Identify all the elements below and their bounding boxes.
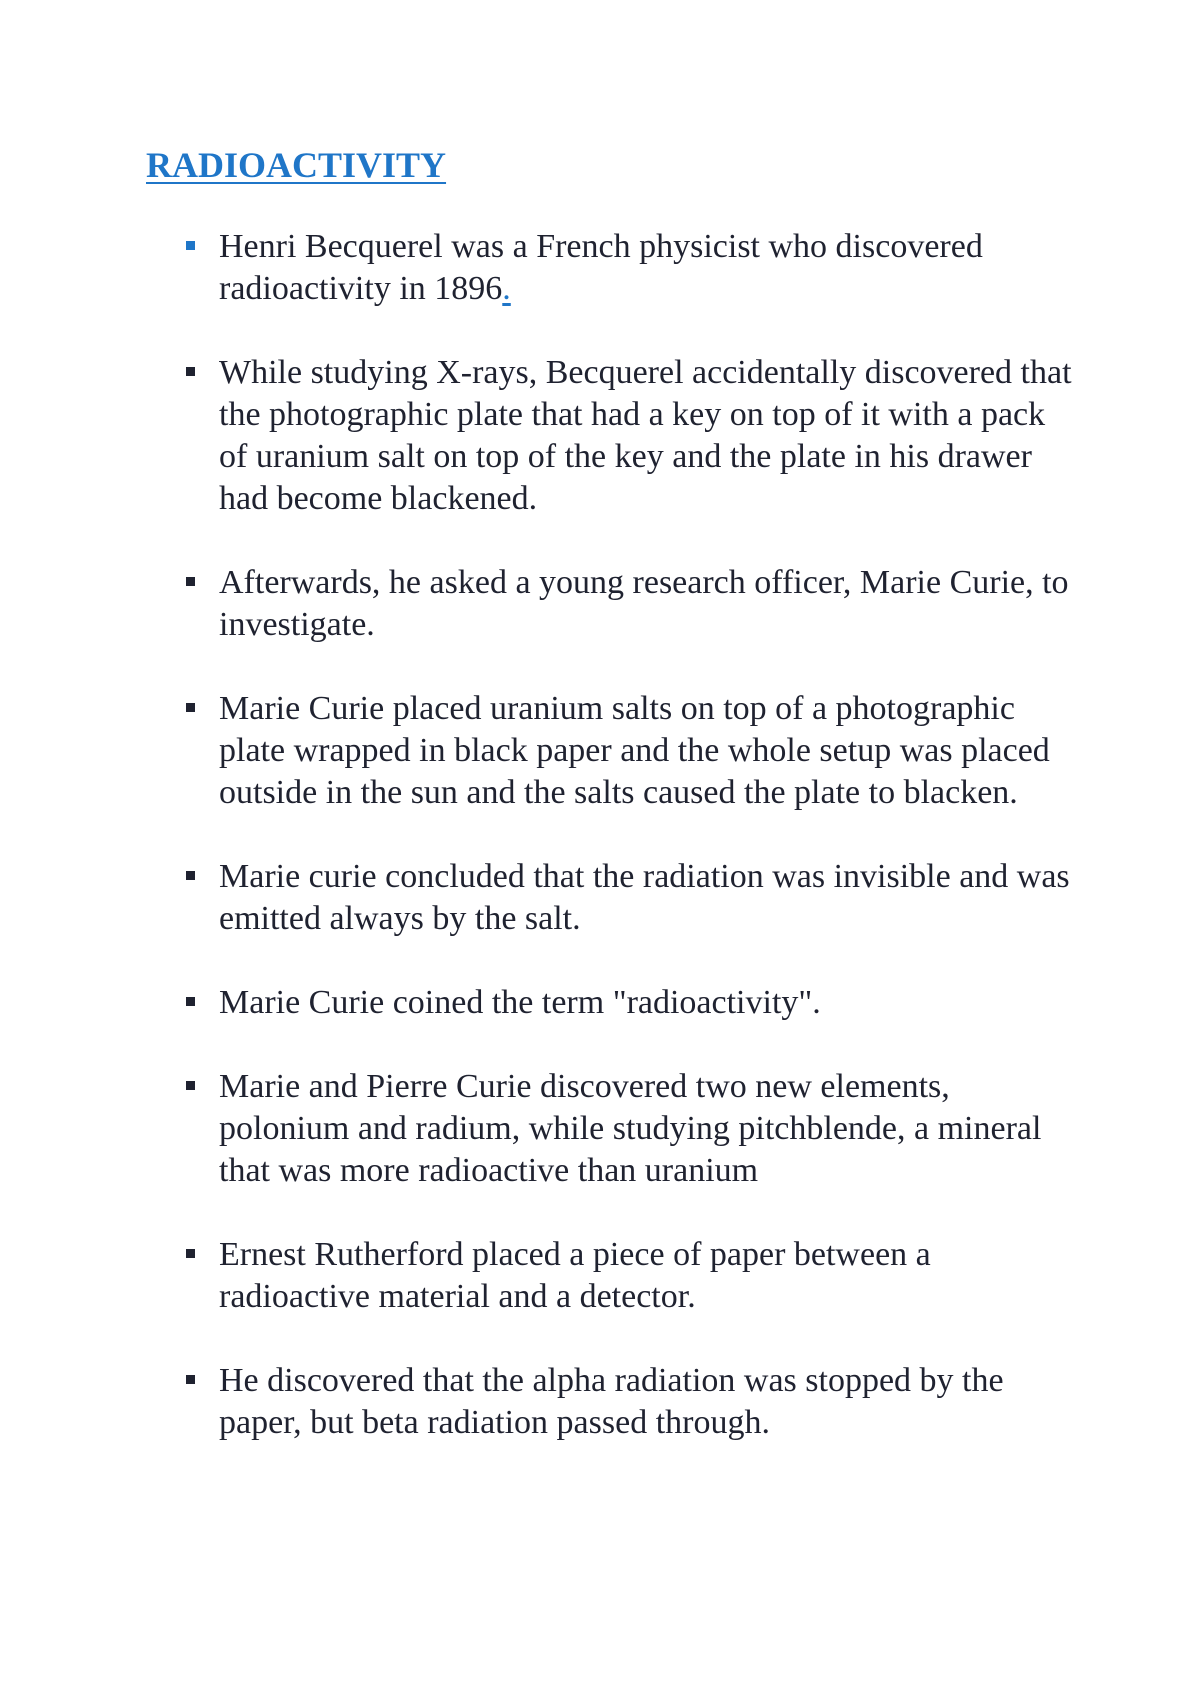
bullet-list xyxy=(180,226,1080,1486)
square-bullet-icon xyxy=(186,703,195,712)
bullet-text: Marie Curie placed uranium salts on top of a photographic plate wrapped in black paper and the whole setup was placed outside in the sun and the salts caused the plate to blacken. xyxy=(219,690,1050,811)
list-item xyxy=(180,352,1080,520)
bullet-text: Marie Curie coined the term "radioactivity". xyxy=(219,984,821,1021)
list-item xyxy=(180,856,1080,940)
bullet-text xyxy=(219,226,1080,310)
bullet-text: Ernest Rutherford placed a piece of paper between a radioactive material and a detector. xyxy=(219,1236,931,1315)
list-item xyxy=(180,982,1080,1024)
list-item xyxy=(180,226,1080,310)
bullet-text: He discovered that the alpha radiation was stopped by the paper, but beta radiation passed through. xyxy=(219,1362,1004,1441)
bullet-text: Marie curie concluded that the radiation was invisible and was emitted always by the salt. xyxy=(219,858,1070,937)
list-item xyxy=(180,1066,1080,1192)
square-bullet-icon xyxy=(186,1375,195,1384)
square-bullet-icon xyxy=(186,1081,195,1090)
list-item xyxy=(180,688,1080,814)
list-item xyxy=(180,562,1080,646)
square-bullet-icon xyxy=(186,577,195,586)
square-bullet-icon xyxy=(186,871,195,880)
square-bullet-icon xyxy=(186,367,195,376)
hyperlink-period[interactable]: . xyxy=(502,270,511,307)
list-item xyxy=(180,1234,1080,1318)
list-item xyxy=(180,1360,1080,1444)
page-title: RADIOACTIVITY xyxy=(146,145,447,185)
square-bullet-icon xyxy=(186,241,195,250)
square-bullet-icon xyxy=(186,1249,195,1258)
bullet-text: While studying X-rays, Becquerel accidentally discovered that the photographic plate that had a key on top of it with a pack of uranium salt on top of the key and the plate in his drawer had become blackened. xyxy=(219,354,1072,517)
bullet-sentence: Henri Becquerel was a French physicist who discovered radioactivity in 1896 xyxy=(219,228,983,307)
bullet-text: Afterwards, he asked a young research officer, Marie Curie, to investigate. xyxy=(219,564,1069,643)
bullet-text: Marie and Pierre Curie discovered two new elements, polonium and radium, while studying pitchblende, a mineral that was more radioactive than uranium xyxy=(219,1068,1042,1189)
square-bullet-icon xyxy=(186,997,195,1006)
